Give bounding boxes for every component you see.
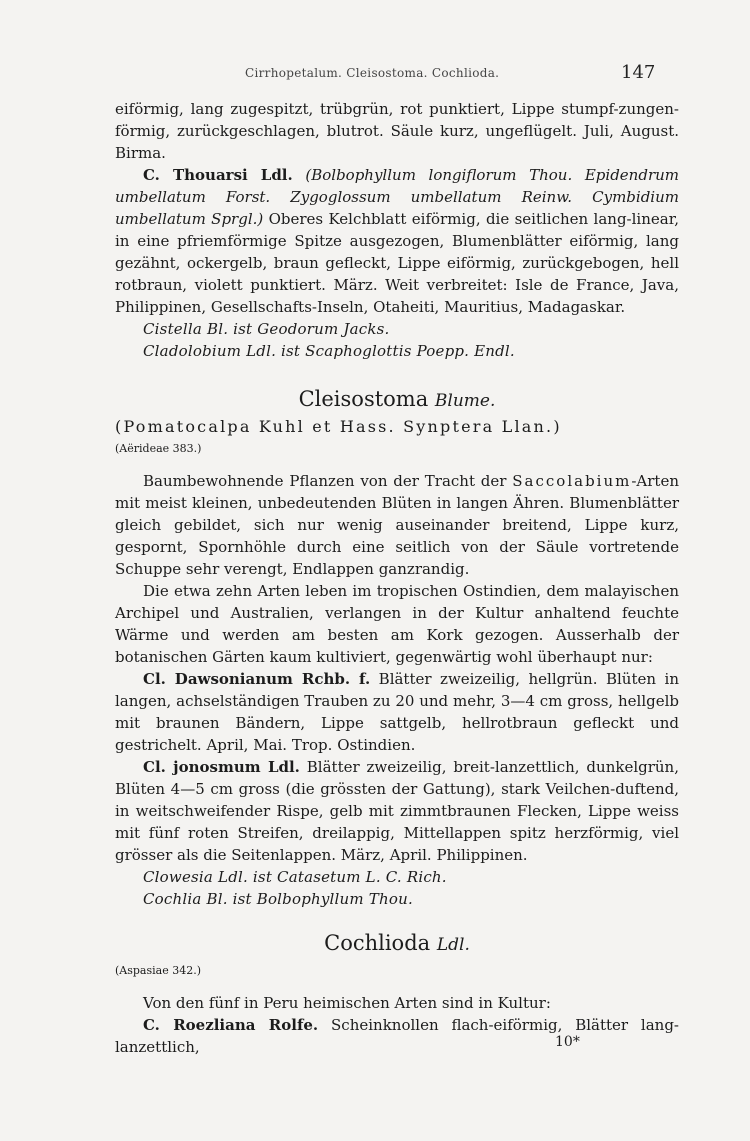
genus-author: Ldl.: [436, 935, 470, 955]
species-description: Blätter zweizeilig, hellgrün. Blüten in langen, achselständigen Trauben zu 20 und mehr, 3—4 cm gross, hellgelb mit braunen Bändern, Lippe sattgelb, hellrotbraun gefleckt und gestrichelt. April, Mai. Trop. Ostindien.: [115, 670, 679, 754]
genus-description: [115, 470, 679, 580]
species-synonyms: (Bolbophyllum longiflorum Thou. Epidendrum umbellatum Forst. Zygoglossum umbellatum Reinw. Cymbidium umbellatum Sprgl.): [115, 166, 679, 228]
spaced-name: Saccolabium: [512, 472, 632, 490]
genus-culture: Die etwa zehn Arten leben im tropischen Ostindien, dem malayischen Archipel und Australien, verlangen in der Kultur anhaltend feuchte Wärme und werden am besten am Kork gezogen. Ausserhalb der botanischen Gärten kaum kultiviert, gegenwärtig wohl überhaupt nur:: [115, 582, 679, 666]
genus-heading: [115, 932, 679, 956]
genus-author: Blume.: [434, 391, 496, 411]
species-description: Blätter zweizeilig, breit-lanzettlich, dunkelgrün, Blüten 4—5 cm gross (die grössten der Gattung), stark Veilchen-duftend, in weitschweifender Rispe, gelb mit zimmtbraunen Flecken, Lippe weiss mit fünf roten Streifen, dreilappig, Mittellappen spitz herzförmig, viel grösser als die Seitenlappen. März, April. Philippinen.: [115, 758, 679, 864]
genus-title: Cleisostoma: [298, 387, 429, 411]
page-number: 147: [621, 62, 656, 83]
genus-title: Cochlioda: [324, 931, 431, 955]
species-description: Oberes Kelchblatt eiförmig, die seitlichen lang-linear, in eine pfriemförmige Spitze ausgezogen, Blumenblätter eiförmig, lang gezähnt, ockergelb, braun gefleckt, Lippe eiförmig, zurückgebogen, hell rotbraun, violett punktiert. März. Weit verbreitet: Isle de France, Java, Philippinen, Gesellschafts-Inseln, Otaheiti, Mauritius, Madagaskar.: [115, 210, 679, 316]
entry-roezliana: [115, 1014, 679, 1058]
genus-synonyms: (Pomatocalpa Kuhl et Hass. Synptera Llan.): [115, 417, 562, 436]
text-run: -Arten mit meist kleinen, unbedeutenden Blüten in langen Ähren. Blumenblätter gleich gebildet, sich nur wenig auseinander breitend, Lippe kurz, gespornt, Spornhöhle durch eine seitlich von der Säule vortretende Schuppe sehr verengt, Endlappen ganzrandig.: [115, 472, 679, 578]
species-description: Scheinknollen flach-eiförmig, Blätter lang-lanzettlich,: [115, 1016, 679, 1056]
cross-reference: Cladolobium Ldl. ist Scaphoglottis Poepp. Endl.: [143, 342, 515, 360]
cross-reference: Cochlia Bl. ist Bolbophyllum Thou.: [143, 890, 413, 908]
signature-mark: 10*: [555, 1034, 580, 1050]
cross-reference: Clowesia Ldl. ist Catasetum L. C. Rich.: [143, 868, 447, 886]
tribe-reference: (Aërideae 383.): [115, 442, 202, 455]
entry-dawsonianum: [115, 668, 679, 756]
page-body: [115, 98, 679, 1058]
running-header: [0, 64, 750, 84]
running-title: Cirrhopetalum. Cleisostoma. Cochlioda.: [245, 66, 500, 80]
text-run: Baumbewohnende Pflanzen von der Tracht der: [143, 472, 513, 490]
genus-intro: Von den fünf in Peru heimischen Arten sind in Kultur:: [143, 994, 551, 1012]
paragraph-continued: eiförmig, lang zugespitzt, trübgrün, rot punktiert, Lippe stumpf-zungen-förmig, zurückgeschlagen, blutrot. Säule kurz, ungeflügelt. Juli, August. Birma.: [115, 100, 679, 162]
species-name: Cl. Dawsonianum Rchb. f.: [143, 670, 371, 688]
tribe-reference: (Aspasiae 342.): [115, 964, 201, 977]
species-name: C. Roezliana Rolfe.: [143, 1016, 319, 1034]
species-name: Cl. jonosmum Ldl.: [143, 758, 300, 776]
entry-thouarsi: [115, 164, 679, 318]
entry-jonosmum: [115, 756, 679, 866]
species-name: C. Thouarsi Ldl.: [143, 166, 293, 184]
cross-reference: Cistella Bl. ist Geodorum Jacks.: [143, 320, 390, 338]
genus-heading: [115, 388, 679, 412]
